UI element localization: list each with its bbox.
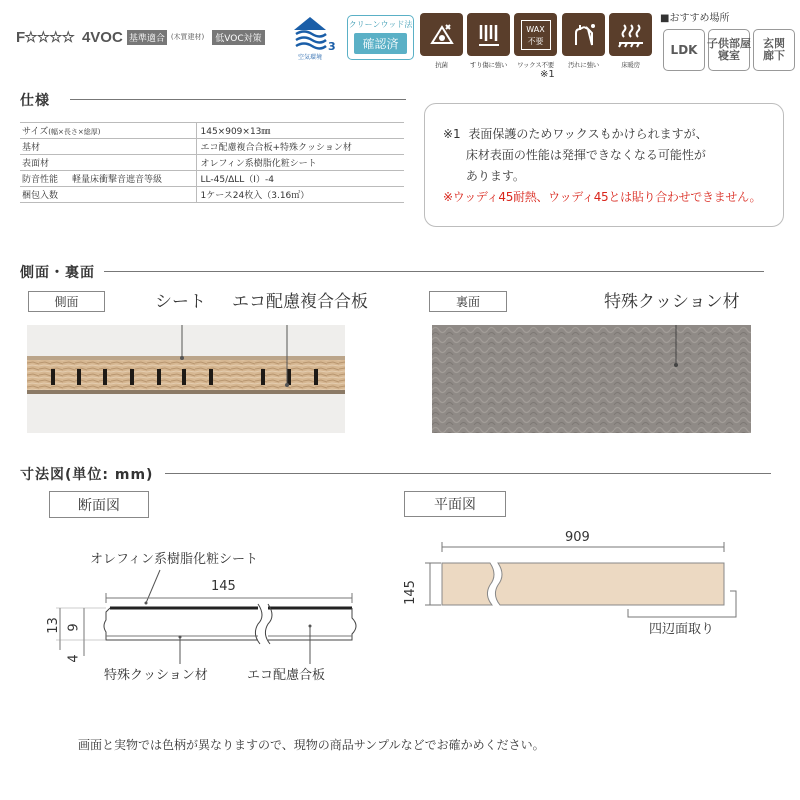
wax-text: WAX [526, 24, 545, 34]
compatibility-warning: ※ウッディ45耐熱、ウッディ45とは貼り合わせできません。 [443, 190, 762, 204]
recommended-entrance-hall [753, 29, 795, 71]
dimension-title: 寸法図(単位: mm) [20, 467, 154, 483]
length-dim-value: 909 [565, 530, 590, 545]
feature-label: すり傷に強い [469, 61, 508, 69]
spec-key-note: (幅×長さ×総厚) [48, 128, 101, 136]
feature-antibacterial [420, 13, 463, 69]
spec-divider [70, 99, 406, 100]
certification-badges [16, 28, 265, 46]
section-view-tab: 断面図 [49, 491, 149, 518]
spec-key-text: サイズ [22, 127, 49, 137]
scratch-resistant-icon [467, 13, 510, 56]
spec-key: 梱包入数 [20, 187, 196, 203]
spec-value: 1ケース24枚入（3.16㎡） [196, 187, 404, 203]
voc-material-note: (木質建材) [170, 33, 205, 41]
place-label: 玄関 廊下 [763, 37, 785, 62]
place-label: LDK [670, 42, 698, 57]
recommended-kids-bedroom [708, 29, 750, 71]
sheet-dim-label: オレフィン系樹脂化粧シート [90, 552, 258, 567]
table-row [20, 139, 404, 155]
spec-value: オレフィン系樹脂化粧シート [196, 155, 404, 171]
side-cross-section-image [27, 325, 345, 433]
air-environment-badge [290, 14, 338, 64]
spec-key [20, 123, 196, 139]
f-star-rating: F☆☆☆☆ [16, 29, 74, 46]
cushion-texture-illustration [432, 325, 751, 433]
spec-value: エコ配慮複合合板+特殊クッション材 [196, 139, 404, 155]
clean-wood-law-label: クリーンウッド法 [348, 20, 413, 29]
place-label: 子供部屋 寝室 [707, 37, 751, 62]
chamfer-label: 四辺面取り [649, 622, 715, 637]
back-tab: 裏面 [429, 291, 507, 312]
feature-stain-resistant [562, 13, 605, 69]
feature-label: 抗菌 [435, 61, 448, 69]
recommended-title: ■おすすめ場所 [660, 13, 730, 24]
feature-label: 汚れに強い [567, 61, 599, 69]
spec-key: 基材 [20, 139, 196, 155]
voc-label: 4VOC [81, 28, 123, 46]
stain-resistant-icon [562, 13, 605, 56]
svg-text:3: 3 [328, 40, 336, 53]
upper-thickness-value: 9 [66, 623, 82, 632]
cushion-caption: 特殊クッション材 [604, 292, 740, 312]
plywood-dim-label: エコ配慮合板 [247, 668, 326, 683]
cushion-dim-label: 特殊クッション材 [104, 668, 208, 683]
not-needed-text: 不要 [527, 36, 544, 46]
table-row [20, 187, 404, 203]
antibacterial-icon [420, 13, 463, 56]
voc-standard-tag: 基準適合 [127, 30, 167, 45]
plan-width-dim-value: 145 [402, 580, 418, 605]
spec-value: LL-45/ΔLL（I）-4 [196, 171, 404, 187]
feature-note-mark: ※1 [540, 69, 555, 80]
spec-key [20, 171, 196, 187]
footer-disclaimer: 画面と実物では色柄が異なりますので、現物の商品サンプルなどでお確かめください。 [78, 738, 545, 752]
side-back-divider [104, 271, 764, 272]
eco-plywood-caption: エコ配慮複合合板 [232, 292, 368, 312]
feature-scratch-resistant [467, 13, 510, 69]
lower-thickness-value: 4 [66, 654, 82, 663]
feature-no-wax [514, 13, 557, 69]
width-dim-value: 145 [211, 579, 236, 594]
spec-title: 仕様 [20, 93, 50, 109]
spec-key-note: 軽量床衝撃音遮音等級 [72, 175, 163, 185]
feature-label: 床暖房 [621, 61, 640, 69]
back-cushion-image [432, 325, 751, 433]
total-thickness-value: 13 [45, 617, 61, 634]
feature-floor-heating [609, 13, 652, 69]
note-box [424, 103, 784, 227]
table-row [20, 123, 404, 139]
house-air-icon [290, 14, 338, 54]
side-tab: 側面 [28, 291, 105, 312]
sheet-caption: シート [155, 292, 206, 312]
floor-heating-icon [609, 13, 652, 56]
table-row [20, 171, 404, 187]
clean-wood-confirmed-label: 確認済 [354, 33, 407, 54]
feature-label: ワックス不要 [517, 61, 554, 69]
spec-key-text: 防音性能 [22, 175, 59, 185]
spec-key: 表面材 [20, 155, 196, 171]
side-back-title: 側面・裏面 [20, 265, 95, 281]
spec-table [20, 122, 404, 203]
no-wax-icon [514, 13, 557, 56]
wax-note-text: ※1 表面保護のためワックスもかけられますが、 床材表面の性能は発揮できなくなる可能性が あります。 [443, 127, 708, 183]
cross-section-drawing [40, 560, 370, 670]
spec-value: 145×909×13㎜ [196, 123, 404, 139]
clean-wood-badge [347, 15, 414, 60]
recommended-ldk [663, 29, 705, 71]
low-voc-tag: 低VOC対策 [212, 30, 264, 45]
air-environment-label: 空気環境 [297, 54, 322, 61]
plank-side-illustration [27, 325, 345, 433]
table-row [20, 155, 404, 171]
plan-view-drawing [410, 535, 750, 645]
plan-view-tab: 平面図 [404, 491, 506, 517]
dimension-divider [165, 473, 771, 474]
